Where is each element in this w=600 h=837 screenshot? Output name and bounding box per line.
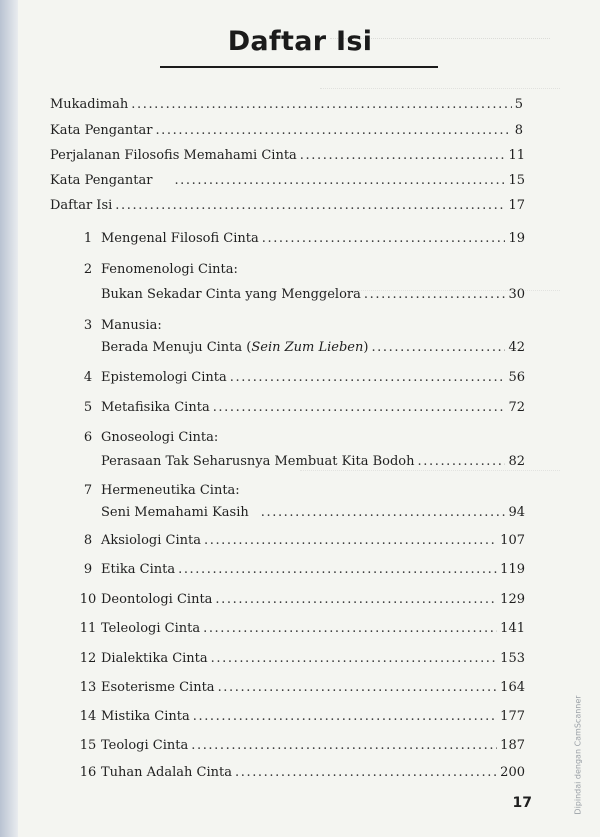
- chapter-number: 14: [79, 709, 97, 724]
- toc-entry-label: Kata Pengantar: [50, 173, 153, 188]
- toc-entry-label: Perjalanan Filosofis Memahami Cinta: [50, 148, 297, 163]
- toc-entry: [101, 338, 525, 358]
- toc-entry-label: Daftar Isi: [50, 198, 113, 213]
- chapter-title: Epistemologi Cinta: [101, 370, 227, 385]
- toc-entry-page: 5: [514, 97, 523, 112]
- toc-entry: [50, 196, 525, 216]
- chapter-title: Esoterisme Cinta: [101, 680, 215, 695]
- toc-entry: [101, 452, 525, 472]
- leader-dots: [262, 229, 506, 249]
- chapter-number: 11: [79, 621, 97, 636]
- leader-dots: [230, 368, 506, 388]
- chapter-title: Tuhan Adalah Cinta: [101, 765, 232, 780]
- chapter-title: Mistika Cinta: [101, 709, 190, 724]
- toc-entry-page: 94: [508, 505, 525, 520]
- toc-entry-page: 56: [508, 370, 525, 385]
- page-number: 17: [512, 795, 532, 811]
- leader-dots: [218, 678, 498, 698]
- toc-entry-page: 177: [500, 709, 525, 724]
- toc-entry-page: 129: [500, 592, 525, 607]
- title-underline: [160, 66, 438, 68]
- chapter-subtitle: [101, 338, 368, 358]
- chapter-subtitle-end: ): [363, 340, 369, 355]
- toc-entry: [101, 229, 525, 249]
- chapter-number: 15: [79, 738, 97, 753]
- toc-entry-page: 15: [508, 173, 525, 188]
- leader-dots: [203, 619, 497, 639]
- toc-entry: [101, 707, 525, 727]
- chapter-number: 12: [79, 651, 97, 666]
- toc-entry-page: 119: [500, 562, 525, 577]
- chapter-title: Hermeneutika Cinta:: [101, 483, 240, 498]
- toc-entry-page: 8: [514, 123, 523, 138]
- toc-entry: [50, 171, 525, 191]
- leader-dots: [364, 285, 506, 305]
- chapter-subtitle: Perasaan Tak Seharusnya Membuat Kita Bodoh: [101, 454, 415, 469]
- chapter-subtitle: Bukan Sekadar Cinta yang Menggelora: [101, 287, 361, 302]
- toc-entry: [101, 736, 525, 756]
- scanner-watermark: [570, 690, 586, 820]
- leader-dots: [193, 707, 497, 727]
- toc-entry-page: 107: [500, 533, 525, 548]
- leader-dots: [191, 736, 497, 756]
- leader-dots: [211, 649, 498, 669]
- leader-dots: [174, 171, 505, 191]
- toc-entry: [50, 146, 525, 166]
- chapter-subtitle-italic: Sein Zum Lieben: [251, 340, 364, 355]
- chapter-title: Manusia:: [101, 318, 162, 333]
- leader-dots: [213, 398, 506, 418]
- leader-dots: [235, 763, 497, 783]
- toc-entry: [101, 763, 525, 783]
- toc-entry: [101, 285, 525, 305]
- toc-entry-page: 82: [508, 454, 525, 469]
- chapter-number: 16: [79, 765, 97, 780]
- leader-dots: [371, 338, 505, 358]
- toc-entry-page: 72: [508, 400, 525, 415]
- toc-entry: [101, 531, 525, 551]
- leader-dots: [131, 95, 511, 115]
- leader-dots: [115, 196, 505, 216]
- toc-entry: [101, 649, 525, 669]
- toc-entry-page: 19: [508, 231, 525, 246]
- toc-entry-page: 42: [508, 340, 525, 355]
- toc-entry-page: 141: [500, 621, 525, 636]
- chapter-number: 2: [83, 262, 93, 277]
- chapter-title: Etika Cinta: [101, 562, 176, 577]
- chapter-number: 3: [83, 318, 93, 333]
- toc-entry: [101, 590, 525, 610]
- chapter-title: Aksiologi Cinta: [101, 533, 201, 548]
- chapter-number: 7: [83, 483, 93, 498]
- leader-dots: [418, 452, 506, 472]
- leader-dots: [300, 146, 506, 166]
- toc-entry: [50, 121, 523, 141]
- chapter-title: Fenomenologi Cinta:: [101, 262, 238, 277]
- toc-entry-page: 187: [500, 738, 525, 753]
- toc-entry-page: 153: [500, 651, 525, 666]
- toc-entry: [101, 503, 525, 523]
- leader-dots: [204, 531, 497, 551]
- chapter-title: Deontologi Cinta: [101, 592, 213, 607]
- chapter-number: 10: [79, 592, 97, 607]
- chapter-number: 5: [83, 400, 93, 415]
- watermark-text: Dipindai dengan CamScanner: [573, 695, 583, 815]
- chapter-title: Metafisika Cinta: [101, 400, 210, 415]
- chapter-number: 6: [83, 430, 93, 445]
- toc-entry: [101, 619, 525, 639]
- chapter-title: Gnoseologi Cinta:: [101, 430, 219, 445]
- toc-entry-page: 164: [500, 680, 525, 695]
- chapter-number: 13: [79, 680, 97, 695]
- chapter-title: Teleologi Cinta: [101, 621, 201, 636]
- bleed-through: [320, 88, 560, 90]
- chapter-subtitle-text: Berada Menuju Cinta (: [101, 340, 252, 355]
- chapter-number: 1: [83, 231, 93, 246]
- chapter-number: 9: [83, 562, 93, 577]
- toc-entry-label: Kata Pengantar: [50, 123, 153, 138]
- chapter-subtitle: Seni Memahami Kasih: [101, 505, 249, 520]
- leader-dots: [155, 121, 511, 141]
- toc-entry: [101, 368, 525, 388]
- chapter-title: Teologi Cinta: [101, 738, 189, 753]
- page-edge: [0, 0, 18, 837]
- chapter-title: Mengenal Filosofi Cinta: [101, 231, 259, 246]
- toc-entry-page: 17: [508, 198, 525, 213]
- leader-dots: [178, 560, 497, 580]
- leader-dots: [261, 503, 506, 523]
- leader-dots: [215, 590, 497, 610]
- toc-entry-page: 30: [508, 287, 525, 302]
- chapter-number: 8: [83, 533, 93, 548]
- toc-entry-page: 200: [500, 765, 525, 780]
- toc-entry: [101, 560, 525, 580]
- toc-entry: [101, 398, 525, 418]
- chapter-title: Dialektika Cinta: [101, 651, 208, 666]
- toc-entry: [101, 678, 525, 698]
- toc-entry-label: Mukadimah: [50, 97, 129, 112]
- page-title: Daftar Isi: [227, 26, 373, 57]
- toc-entry-page: 11: [508, 148, 525, 163]
- toc-entry: [50, 95, 523, 115]
- chapter-number: 4: [83, 370, 93, 385]
